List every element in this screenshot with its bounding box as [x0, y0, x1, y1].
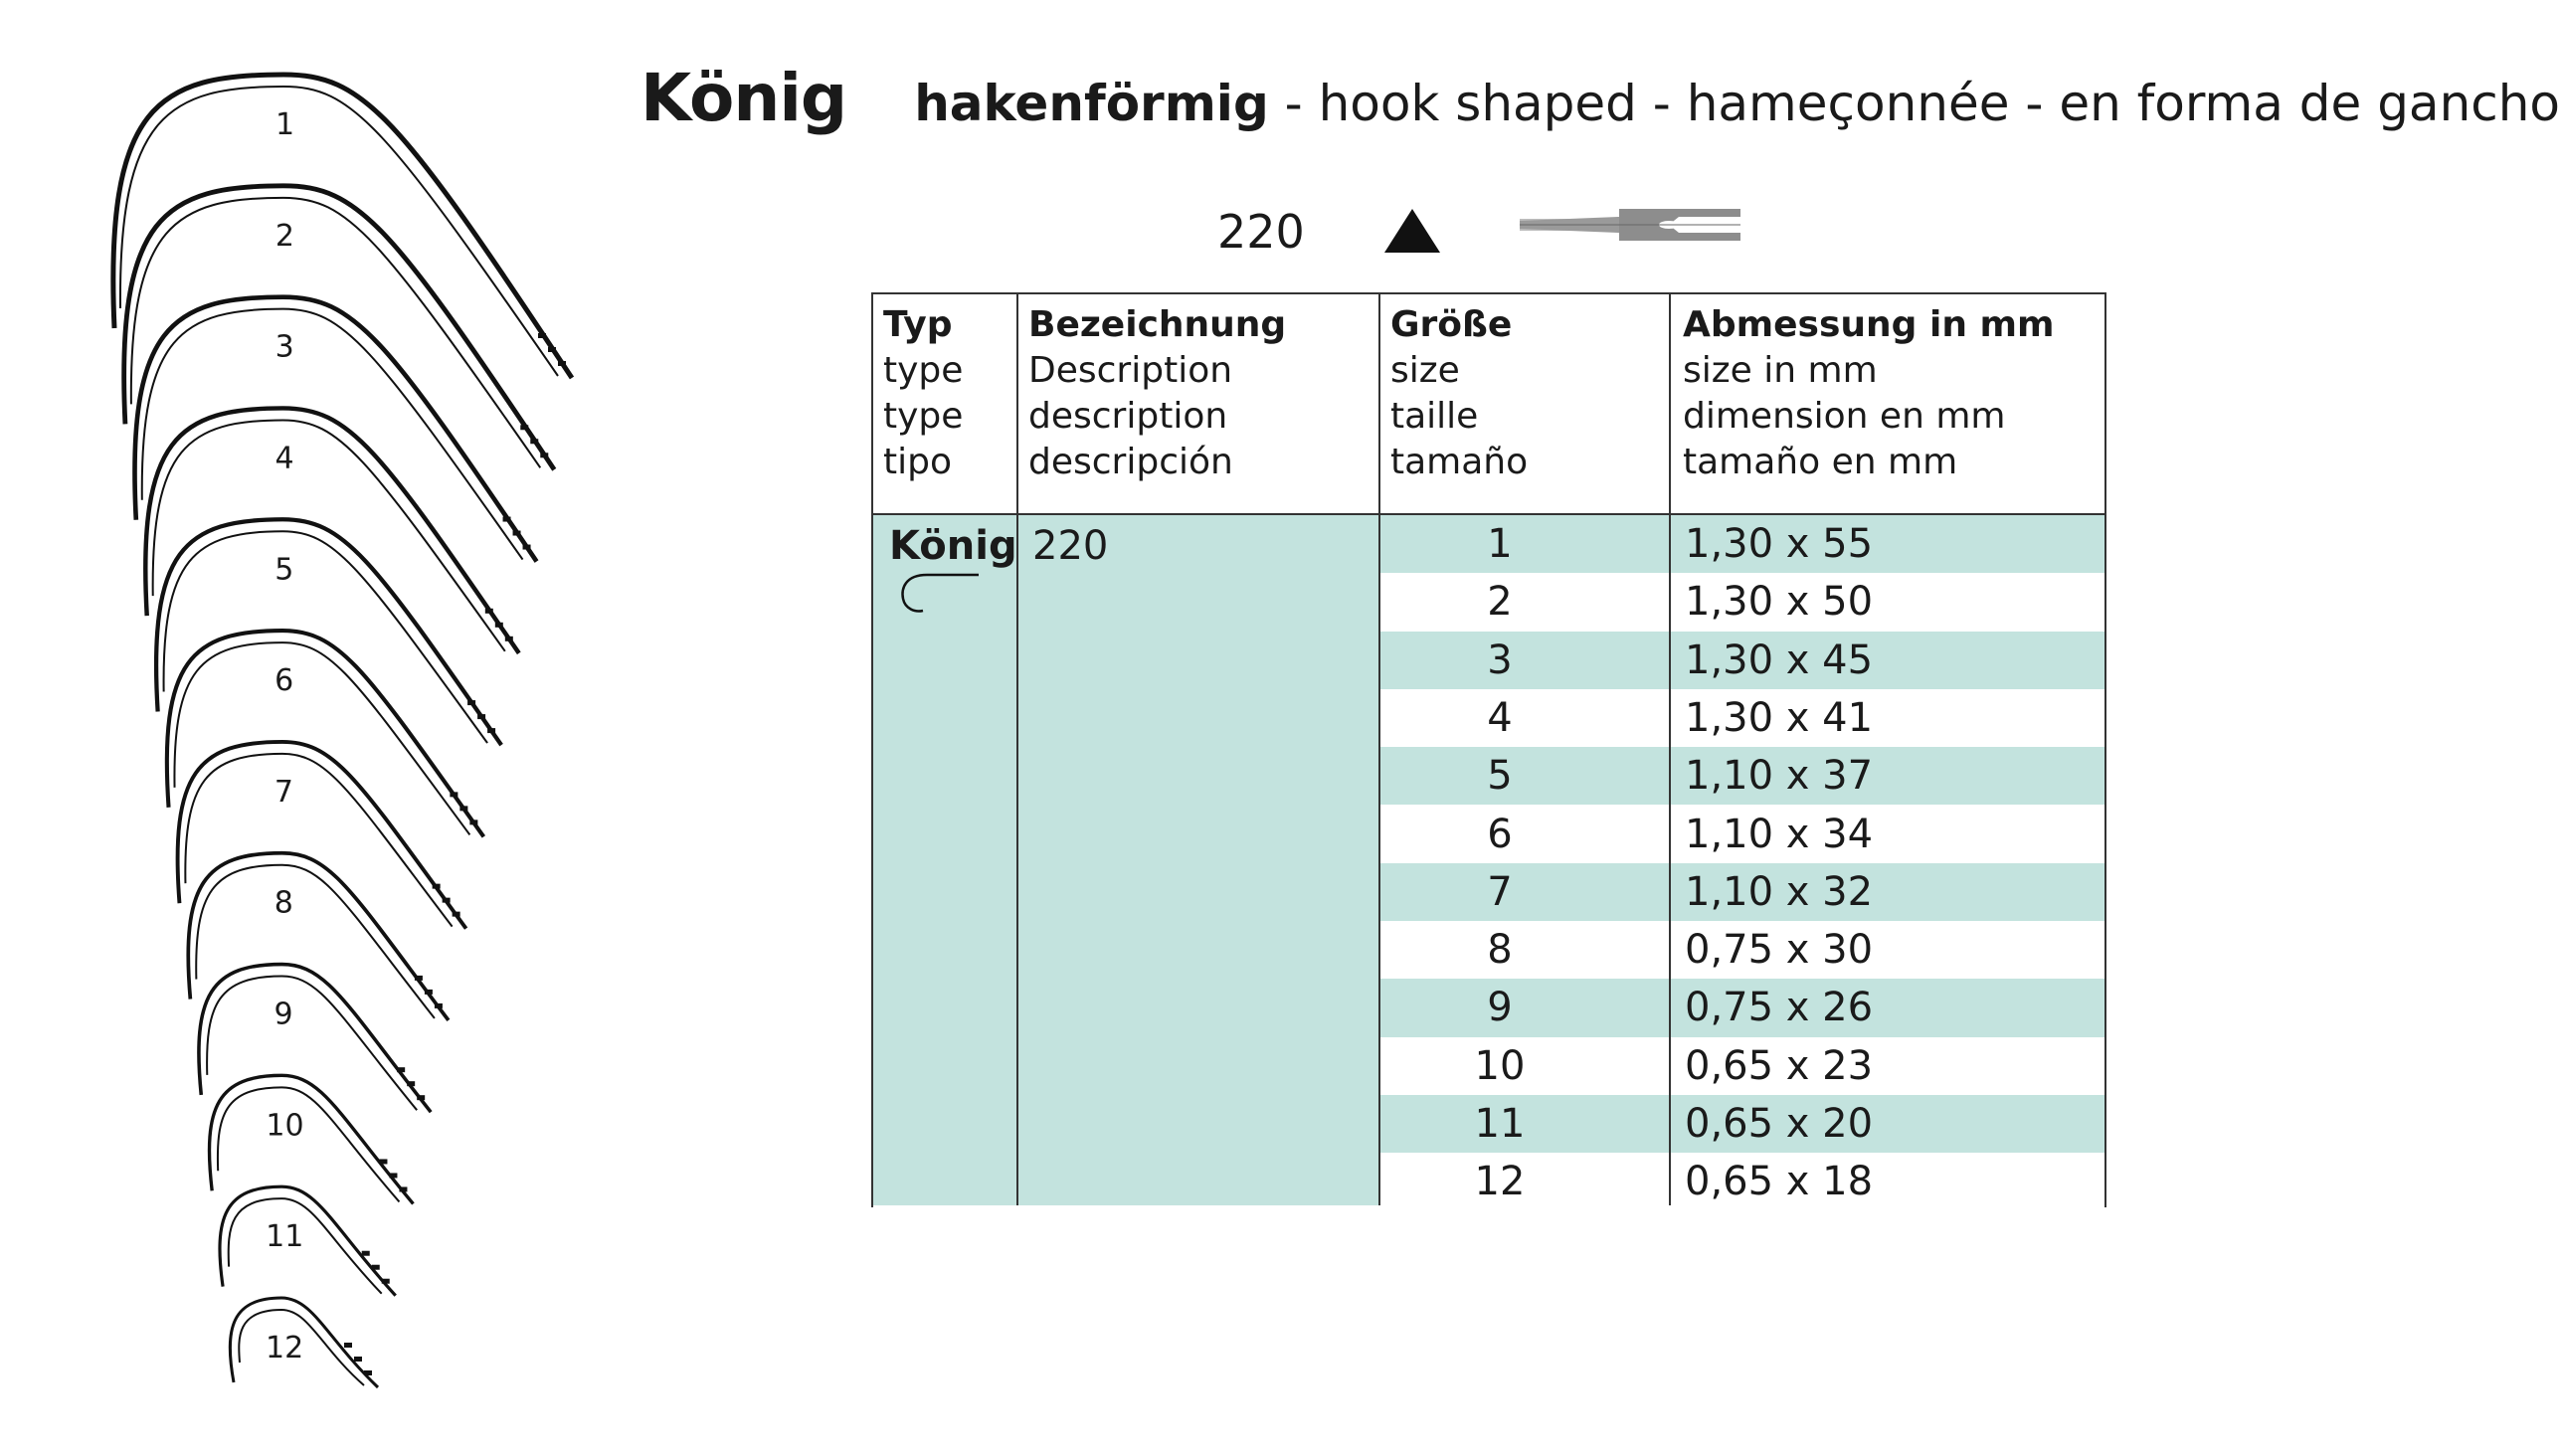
subtitle	[914, 75, 2560, 132]
header-size-en: size	[1390, 350, 1460, 391]
size-cell: 2	[1487, 579, 1513, 626]
dimension-cell: 1,10 x 34	[1685, 811, 1874, 857]
dimension-cell: 1,30 x 41	[1685, 694, 1874, 741]
model-number: 220	[1217, 205, 1305, 259]
needle-illustration	[0, 0, 637, 1456]
header-size-fr: taille	[1390, 396, 1479, 437]
needle-9	[199, 965, 431, 1113]
size-cell: 11	[1474, 1101, 1526, 1147]
triangle-cutting-icon	[1384, 209, 1440, 253]
needle-8	[188, 853, 449, 1020]
subtitle-translations: - hook shaped - hameçonnée - en forma de gancho	[1268, 75, 2560, 132]
size-cell: 4	[1487, 694, 1513, 741]
needle-10	[209, 1075, 413, 1203]
size-cell: 10	[1474, 1042, 1526, 1089]
needle-label: 5	[274, 552, 294, 588]
header-description-fr: description	[1028, 396, 1228, 437]
description-value: 220	[1032, 523, 1109, 569]
needle-label: 4	[274, 441, 294, 476]
size-cell: 6	[1487, 811, 1513, 857]
needle-label: 7	[274, 774, 294, 810]
needle-1	[113, 75, 572, 378]
header-size-title: Größe	[1390, 304, 1513, 345]
brand-name: König	[640, 60, 847, 136]
size-cell: 3	[1487, 637, 1513, 683]
header-description-en: Description	[1028, 350, 1233, 391]
needle-3	[134, 297, 536, 562]
dimension-cell: 0,75 x 30	[1685, 927, 1874, 974]
subtitle-german: hakenförmig	[914, 75, 1269, 132]
dimension-cell: 0,65 x 20	[1685, 1101, 1874, 1147]
header-type-title: Typ	[883, 304, 953, 345]
needle-label: 11	[266, 1219, 304, 1255]
dimension-cell: 0,65 x 23	[1685, 1042, 1874, 1089]
header-type-es: tipo	[883, 442, 952, 482]
column-divider	[1016, 294, 1018, 1205]
needle-label: 9	[274, 997, 293, 1032]
header-dimension-en: size in mm	[1683, 350, 1878, 391]
spec-table	[871, 292, 2106, 1207]
needle-label: 1	[275, 107, 295, 142]
size-cell: 8	[1487, 927, 1513, 974]
size-cell: 5	[1487, 753, 1513, 800]
size-cell: 7	[1487, 868, 1513, 915]
needle-11	[220, 1186, 396, 1296]
size-cell: 1	[1487, 521, 1513, 567]
dimension-cell: 1,30 x 55	[1685, 521, 1874, 567]
needle-label: 12	[266, 1331, 304, 1365]
header-type-en: type	[883, 350, 964, 391]
needle-label: 3	[274, 329, 294, 365]
needle-label: 6	[274, 663, 294, 699]
header-dimension	[1683, 302, 2055, 485]
header-dimension-es: tamaño en mm	[1683, 442, 1958, 482]
header-description	[1028, 302, 1286, 485]
column-divider	[1669, 294, 1671, 1205]
header-type	[883, 302, 963, 485]
type-name: König	[889, 523, 1017, 569]
size-cell: 12	[1474, 1159, 1526, 1205]
needle-label: 8	[274, 885, 293, 921]
header-description-title: Bezeichnung	[1028, 304, 1287, 345]
column-divider	[1378, 294, 1380, 1205]
header-size	[1390, 302, 1528, 485]
needle-6	[167, 631, 484, 836]
size-cell: 9	[1487, 985, 1513, 1031]
dimension-cell: 1,10 x 32	[1685, 868, 1874, 915]
header-dimension-title: Abmessung in mm	[1683, 304, 2055, 345]
page-title	[640, 60, 2560, 149]
needle-eye-icon	[1520, 203, 1740, 247]
dimension-cell: 1,30 x 45	[1685, 637, 1874, 683]
header-size-es: tamaño	[1390, 442, 1529, 482]
header-type-fr: type	[883, 396, 964, 437]
dimension-cell: 0,65 x 18	[1685, 1159, 1874, 1205]
dimension-cell: 1,10 x 37	[1685, 753, 1874, 800]
dimension-cell: 1,30 x 50	[1685, 579, 1874, 626]
type-column-fill	[873, 515, 1380, 1205]
header-dimension-fr: dimension en mm	[1683, 396, 2006, 437]
dimension-cell: 0,75 x 26	[1685, 985, 1874, 1031]
needle-12	[230, 1298, 378, 1387]
needle-label: 10	[266, 1108, 304, 1144]
needle-label: 2	[274, 218, 294, 254]
header-description-es: descripción	[1028, 442, 1233, 482]
hook-shape-icon	[897, 571, 981, 617]
header-divider	[873, 513, 2104, 515]
